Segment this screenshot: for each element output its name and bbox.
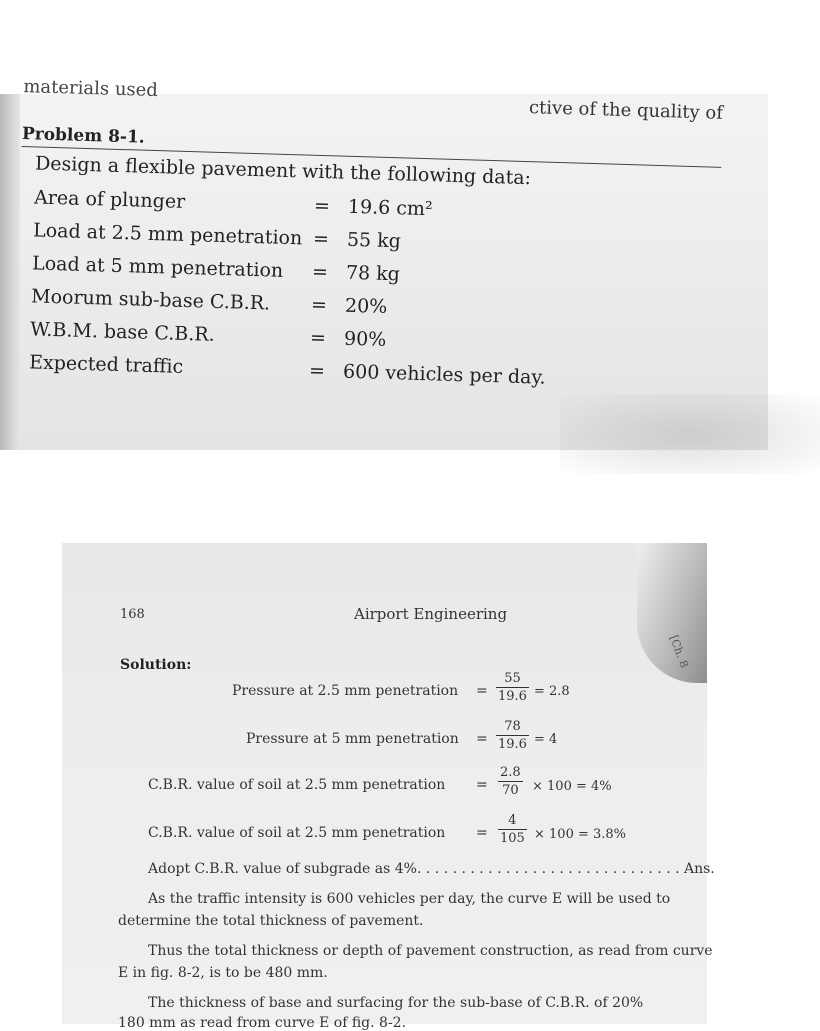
fraction-denominator: 105 xyxy=(500,831,525,846)
paragraph-line: As the traffic intensity is 600 vehicles per day, the curve E will be used to xyxy=(148,891,671,907)
equation-result: × 100 = 4% xyxy=(532,779,612,794)
equation-label: Pressure at 5 mm penetration xyxy=(246,731,459,747)
data-row-value: 78 kg xyxy=(345,261,401,286)
equation-result: × 100 = 3.8% xyxy=(534,827,627,842)
fraction-denominator: 19.6 xyxy=(498,737,527,752)
margin-mark: [Ch. 8 xyxy=(667,633,691,670)
data-row-label: Load at 2.5 mm penetration xyxy=(32,219,303,250)
fraction-bar xyxy=(498,781,523,782)
fraction-numerator: 4 xyxy=(508,813,517,828)
data-row-label: W.B.M. base C.B.R. xyxy=(29,318,216,346)
fraction-denominator: 70 xyxy=(502,783,519,798)
data-row-label: Expected traffic xyxy=(28,351,184,378)
data-row-equals: = xyxy=(310,293,328,317)
paragraph-line: Thus the total thickness or depth of pavement construction, as read from curve xyxy=(148,943,713,959)
data-row-label: Moorum sub-base C.B.R. xyxy=(30,285,271,315)
data-row-label: Area of plunger xyxy=(33,186,186,213)
equation-equals: = xyxy=(476,683,488,699)
equation-equals: = xyxy=(476,731,488,747)
fraction-denominator: 19.6 xyxy=(498,689,527,704)
equation-label: Pressure at 2.5 mm penetration xyxy=(232,683,459,699)
data-row-equals: = xyxy=(313,194,331,218)
paragraph-line: E in fig. 8-2, is to be 480 mm. xyxy=(118,965,328,981)
equation-equals: = xyxy=(476,825,488,841)
fraction-numerator: 78 xyxy=(504,719,521,734)
equation-label: C.B.R. value of soil at 2.5 mm penetration xyxy=(148,825,446,841)
paragraph-line: The thickness of base and surfacing for the sub-base of C.B.R. of 20% xyxy=(148,995,644,1011)
equation-equals: = xyxy=(476,777,488,793)
solution-heading: Solution: xyxy=(120,657,192,673)
fraction xyxy=(496,671,529,704)
paragraph-line: 180 mm as read from curve E of fig. 8-2. xyxy=(118,1015,407,1031)
equation-label: C.B.R. value of soil at 2.5 mm penetration xyxy=(148,777,446,793)
running-title: Airport Engineering xyxy=(354,605,508,623)
data-row-equals: = xyxy=(311,260,329,284)
equation-result: = 4 xyxy=(534,732,558,747)
problem-intro: Design a flexible pavement with the following data: xyxy=(34,152,532,190)
data-row-value: 90% xyxy=(343,327,387,351)
data-row-value: 19.6 cm² xyxy=(347,195,433,221)
data-row-value: 20% xyxy=(344,294,388,318)
adopt-line: Adopt C.B.R. value of subgrade as 4%. . . . . . . . . . . . . . . . . . . . . . . . . . . . . . Ans. xyxy=(148,861,715,877)
fraction xyxy=(498,765,523,798)
data-row-value: 600 vehicles per day. xyxy=(342,360,546,389)
fraction-numerator: 2.8 xyxy=(500,765,521,780)
page-curl xyxy=(637,543,707,683)
data-row-equals: = xyxy=(308,359,326,383)
data-row-equals: = xyxy=(309,326,327,350)
fraction xyxy=(496,719,529,752)
fraction-bar xyxy=(498,829,527,830)
problem-photo xyxy=(0,76,768,450)
solution-photo xyxy=(62,543,715,1031)
cut-text-left: materials used xyxy=(23,76,159,102)
fraction-bar xyxy=(496,735,529,736)
fraction-numerator: 55 xyxy=(504,671,521,686)
data-row-label: Load at 5 mm penetration xyxy=(31,252,284,282)
paragraph-line: determine the total thickness of pavement. xyxy=(118,913,424,929)
fraction xyxy=(498,813,527,846)
data-row-equals: = xyxy=(312,227,330,251)
equation-result: = 2.8 xyxy=(534,684,570,699)
fraction-bar xyxy=(496,687,529,688)
problem-text-block xyxy=(0,76,769,472)
problem-label: Problem 8-1. xyxy=(21,124,146,148)
cut-text-right: ctive of the quality of xyxy=(528,97,724,124)
page-number: 168 xyxy=(120,607,145,622)
data-row-value: 55 kg xyxy=(346,228,402,253)
